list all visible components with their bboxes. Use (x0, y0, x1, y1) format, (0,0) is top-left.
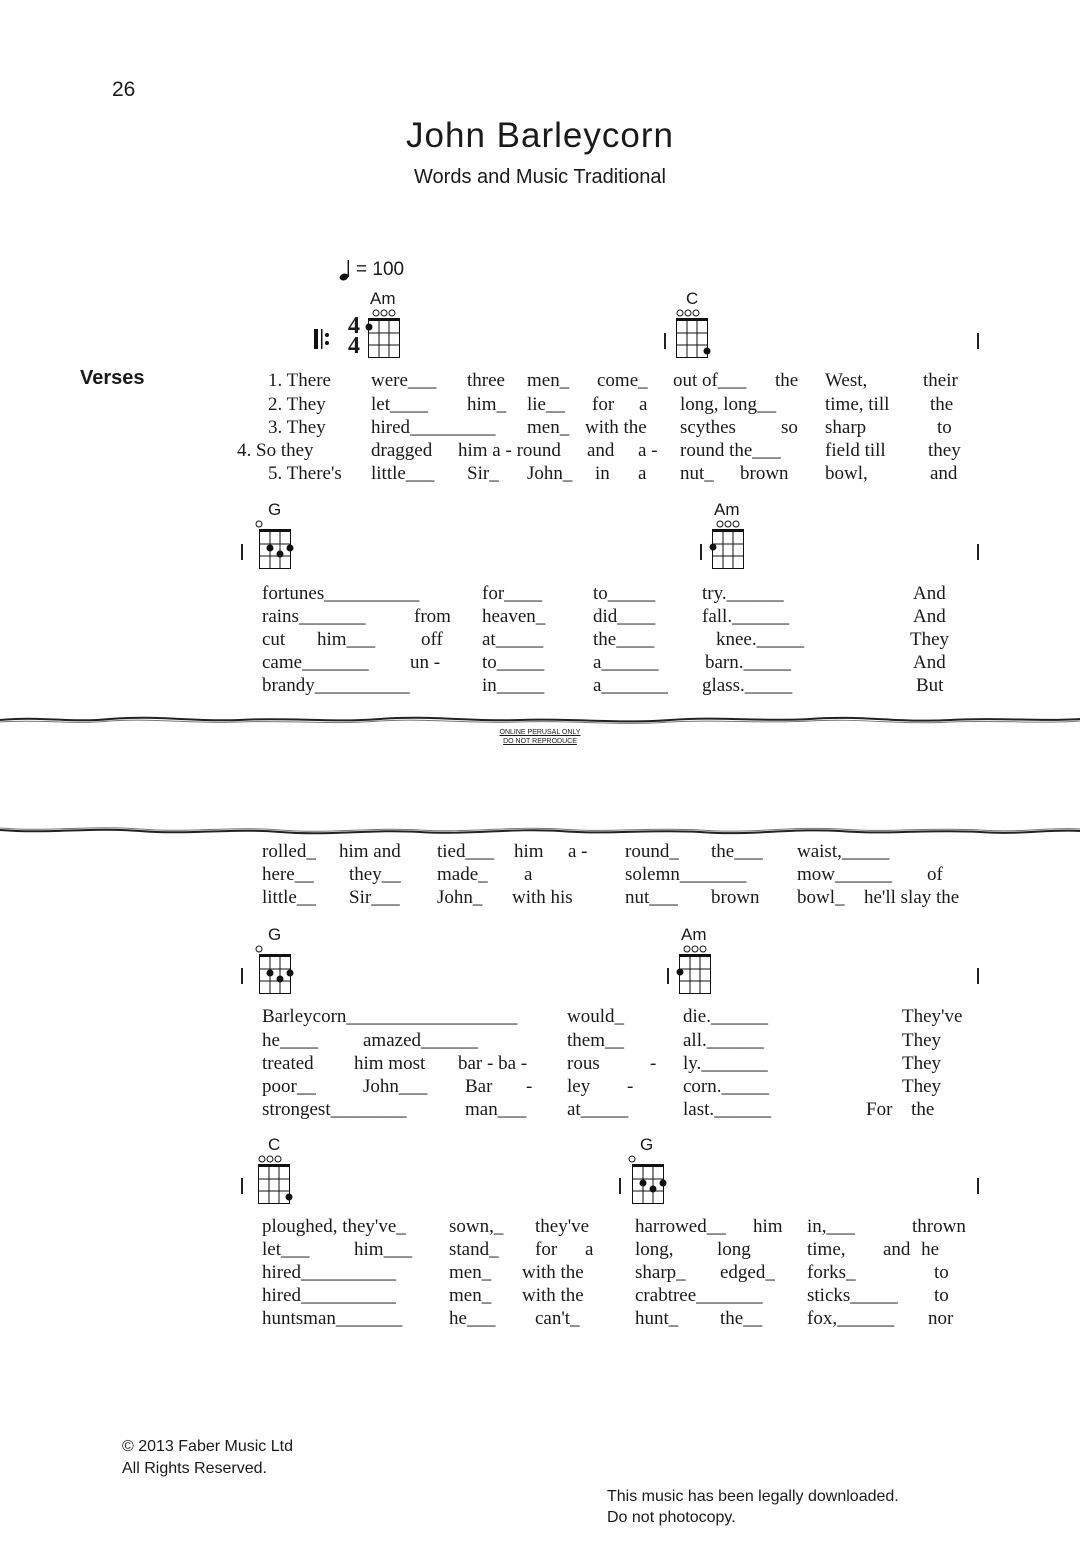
copyright-notice (122, 1436, 293, 1480)
lyric-word: field till (825, 440, 886, 461)
page-number: 26 (112, 78, 136, 101)
chord-name: C (686, 289, 699, 308)
lyric-word: him most (354, 1053, 426, 1074)
lyric-word: him a - round (458, 440, 561, 461)
lyric-word: huntsman_______ (262, 1308, 403, 1329)
barline (977, 333, 979, 349)
lyric-word: to (934, 1262, 949, 1283)
lyric-word: treated (262, 1053, 314, 1074)
lyric-word: the___ (711, 841, 763, 862)
lyric-word: little___ (371, 463, 435, 484)
chord-name: Am (681, 925, 707, 944)
lyric-word: knee._____ (716, 629, 805, 650)
chord-name: G (640, 1135, 654, 1154)
lyric-word: with the (522, 1262, 584, 1283)
lyric-word: forks_ (807, 1262, 856, 1283)
lyric-word: here__ (262, 864, 314, 885)
lyric-line: 1. There (268, 370, 331, 391)
lyric-word: rains_______ (262, 606, 366, 627)
lyric-line: 2. They (268, 394, 326, 415)
lyric-word: and he (883, 1239, 940, 1260)
lyric-word: sown,_ (449, 1216, 504, 1237)
lyric-word: John_ (527, 463, 573, 484)
song-title: John Barleycorn (406, 116, 674, 155)
time-signature-bottom: 4 (348, 333, 360, 359)
lyric-word: with his (512, 887, 573, 908)
lyric-word: John_ (437, 887, 483, 908)
lyric-word: hired__________ (262, 1262, 397, 1283)
lyric-word: cut (262, 629, 286, 650)
lyric-word: and (930, 463, 958, 484)
lyric-word: Barleycorn__________________ (262, 1006, 518, 1027)
lyric-word: And (913, 652, 946, 673)
lyric-word: time, (807, 1239, 846, 1260)
perusal-line: ONLINE PERUSAL ONLY (499, 729, 581, 736)
lyric-word: heaven_ (482, 606, 546, 627)
lyric-word: men_ (449, 1262, 492, 1283)
barline (667, 968, 669, 984)
lyric-word: solemn_______ (625, 864, 747, 885)
lyric-word: let____ (371, 394, 428, 415)
section-label: Verses (80, 367, 145, 389)
lyric-word: men_ (449, 1285, 492, 1306)
lyric-word: of (927, 864, 943, 885)
lyric-word: brown (711, 887, 760, 908)
lyric-word: poor__ (262, 1076, 316, 1097)
lyric-word: he____ (262, 1030, 318, 1051)
lyric-word: For the (866, 1099, 935, 1120)
lyric-word: at_____ (567, 1099, 629, 1120)
chord-diagram-c (254, 1151, 294, 1211)
lyric-word: sticks_____ (807, 1285, 898, 1306)
perusal-notice (0, 728, 1080, 746)
lyric-word: a_______ (593, 675, 668, 696)
lyric-word: to_____ (482, 652, 545, 673)
barline (241, 1178, 243, 1194)
chord-diagram-am (364, 305, 404, 365)
chord-diagram-c (672, 305, 712, 365)
lyric-word: rous (567, 1053, 600, 1074)
lyric-word: Sir_ (467, 463, 499, 484)
lyric-word: so (781, 417, 798, 438)
lyric-word: a (639, 394, 648, 415)
lyric-word: lie__ (527, 394, 565, 415)
lyric-word: ley (567, 1076, 591, 1097)
lyric-word: stand_ (449, 1239, 499, 1260)
lyric-word: did____ (593, 606, 656, 627)
lyric-word: - (627, 1076, 634, 1097)
lyric-word: men_ (527, 370, 570, 391)
lyric-word: and (587, 440, 615, 461)
barline (977, 544, 979, 560)
lyric-word: a______ (593, 652, 659, 673)
lyric-word: the (775, 370, 799, 391)
lyric-word: sharp_ (635, 1262, 686, 1283)
lyric-word: in,___ (807, 1216, 856, 1237)
lyric-word: hunt_ (635, 1308, 679, 1329)
lyric-word: nut___ (625, 887, 678, 908)
lyric-word: to (934, 1285, 949, 1306)
lyric-word: scythes (680, 417, 736, 438)
lyric-word: glass._____ (702, 675, 793, 696)
chord-name: Am (714, 500, 740, 519)
download-notice (607, 1486, 899, 1528)
lyric-line: 4. So they (237, 440, 314, 461)
lyric-word: brandy__________ (262, 675, 410, 696)
barline (664, 333, 666, 349)
photocopy-line: Do not photocopy. (607, 1509, 736, 1526)
lyric-word: thrown (912, 1216, 966, 1237)
lyric-word: from (414, 606, 451, 627)
lyric-word: long (717, 1239, 751, 1260)
lyric-word: dragged (371, 440, 433, 461)
lyric-word: They (910, 629, 950, 650)
lyric-word: long, (635, 1239, 674, 1260)
barline (977, 1178, 979, 1194)
lyric-word: their (923, 370, 958, 391)
lyric-word: Sir___ (349, 887, 400, 908)
rights-line: All Rights Reserved. (122, 1460, 267, 1477)
lyric-word: in_____ (482, 675, 545, 696)
lyric-word: to_____ (593, 583, 656, 604)
lyric-word: in (595, 463, 610, 484)
lyric-line: 3. They (268, 417, 326, 438)
lyric-word: But (916, 675, 944, 696)
lyric-word: un - (410, 652, 441, 673)
lyric-word: ly._______ (683, 1053, 768, 1074)
barline (241, 968, 243, 984)
lyric-word: a (585, 1239, 594, 1260)
lyric-word: men_ (527, 417, 570, 438)
perusal-line: DO NOT REPRODUCE (503, 738, 577, 745)
lyric-word: for (592, 394, 615, 415)
lyric-word: tied___ (437, 841, 494, 862)
lyric-word: Bar (465, 1076, 493, 1097)
lyric-word: a - (568, 841, 588, 862)
lyric-word: him and (339, 841, 401, 862)
lyric-word: edged_ (720, 1262, 775, 1283)
lyric-word: at_____ (482, 629, 544, 650)
lyric-word: round the___ (680, 440, 781, 461)
lyric-word: him (514, 841, 544, 862)
chord-diagram-am (675, 941, 715, 1001)
lyric-word: fortunes__________ (262, 583, 420, 604)
lyric-word: They've (902, 1006, 963, 1027)
time-signature (344, 313, 364, 359)
lyric-word: the (930, 394, 954, 415)
chord-diagram-g (627, 1151, 669, 1211)
lyric-word: him_ (467, 394, 507, 415)
lyric-word: rolled_ (262, 841, 316, 862)
lyric-word: off (421, 629, 443, 650)
download-line: This music has been legally downloaded. (607, 1488, 899, 1505)
copyright-line: © 2013 Faber Music Ltd (122, 1438, 293, 1455)
tempo-marking: = 100 (356, 259, 405, 280)
song-subtitle: Words and Music Traditional (414, 166, 666, 188)
lyric-word: a - (638, 440, 658, 461)
lyric-word: And (913, 583, 946, 604)
lyric-word: mow______ (797, 864, 892, 885)
repeat-start-icon (313, 325, 335, 357)
lyric-word: amazed______ (363, 1030, 479, 1051)
lyric-word: - (650, 1053, 657, 1074)
lyric-word: can't_ (535, 1308, 580, 1329)
barline (241, 544, 243, 560)
lyric-word: sharp (825, 417, 867, 438)
lyric-word: man___ (465, 1099, 527, 1120)
lyric-word: him___ (354, 1239, 413, 1260)
lyric-word: come_ (597, 370, 648, 391)
lyric-word: ploughed, they've_ (262, 1216, 406, 1237)
lyric-line: 5. There's (268, 463, 342, 484)
lyric-word: last.______ (683, 1099, 772, 1120)
lyric-word: round_ (625, 841, 679, 862)
lyric-word: with the (585, 417, 647, 438)
lyric-word: die.______ (683, 1006, 768, 1027)
lyric-word: strongest________ (262, 1099, 407, 1120)
lyric-word: bowl, (825, 463, 868, 484)
time-signature-top: 4 (348, 313, 360, 339)
lyric-word: try.______ (702, 583, 784, 604)
barline (700, 544, 702, 560)
lyric-word: would_ (567, 1006, 624, 1027)
lyric-word: three (467, 370, 505, 391)
lyric-word: he'll slay the (864, 887, 960, 908)
lyric-word: fox,______ (807, 1308, 895, 1329)
chord-name: G (268, 500, 282, 519)
lyric-word: They (902, 1076, 942, 1097)
lyric-word: made_ (437, 864, 488, 885)
lyric-word: the____ (593, 629, 655, 650)
lyric-word: fall.______ (702, 606, 790, 627)
chord-name: Am (370, 289, 396, 308)
lyric-word: they've (535, 1216, 590, 1237)
chord-diagram-g (254, 516, 296, 576)
lyric-word: were___ (371, 370, 437, 391)
lyric-word: nut_ (680, 463, 714, 484)
lyric-word: him___ (317, 629, 376, 650)
lyric-word: with the (522, 1285, 584, 1306)
lyric-word: him (753, 1216, 783, 1237)
chord-diagram-g (254, 941, 296, 1001)
lyric-word: bowl_ (797, 887, 845, 908)
chord-diagram-am (708, 516, 748, 576)
lyric-word: for____ (482, 583, 543, 604)
lyric-word: the__ (720, 1308, 763, 1329)
lyric-word: out of___ (673, 370, 747, 391)
lyric-word: a (638, 463, 647, 484)
lyric-word: let___ (262, 1239, 310, 1260)
lyric-word: West, (825, 370, 868, 391)
lyric-word: corn._____ (683, 1076, 770, 1097)
lyric-word: nor (928, 1308, 954, 1329)
lyric-word: crabtree_______ (635, 1285, 763, 1306)
lyric-word: all.______ (683, 1030, 764, 1051)
lyric-word: long, long__ (680, 394, 777, 415)
lyric-word: hired_________ (371, 417, 496, 438)
lyric-word: hired__________ (262, 1285, 397, 1306)
chord-name: G (268, 925, 282, 944)
lyric-word: he___ (449, 1308, 496, 1329)
lyric-word: They (902, 1053, 942, 1074)
lyric-word: to (937, 417, 952, 438)
lyric-word: bar - ba - (458, 1053, 528, 1074)
lyric-word: they__ (349, 864, 401, 885)
lyric-word: John___ (363, 1076, 428, 1097)
barline (977, 968, 979, 984)
lyric-word: They (902, 1030, 942, 1051)
lyric-word: waist,_____ (797, 841, 890, 862)
lyric-word: they (928, 440, 961, 461)
lyric-word: And (913, 606, 946, 627)
lyric-word: a (524, 864, 533, 885)
lyric-word: them__ (567, 1030, 624, 1051)
lyric-word: for (535, 1239, 558, 1260)
lyric-word: time, till (825, 394, 890, 415)
quarter-note-icon (339, 258, 353, 286)
lyric-word: barn._____ (705, 652, 792, 673)
lyric-word: little__ (262, 887, 316, 908)
lyric-word: brown (740, 463, 789, 484)
lyric-word: harrowed__ (635, 1216, 726, 1237)
chord-name: C (268, 1135, 281, 1154)
lyric-word: - (526, 1076, 533, 1097)
lyric-word: came_______ (262, 652, 369, 673)
barline (619, 1178, 621, 1194)
